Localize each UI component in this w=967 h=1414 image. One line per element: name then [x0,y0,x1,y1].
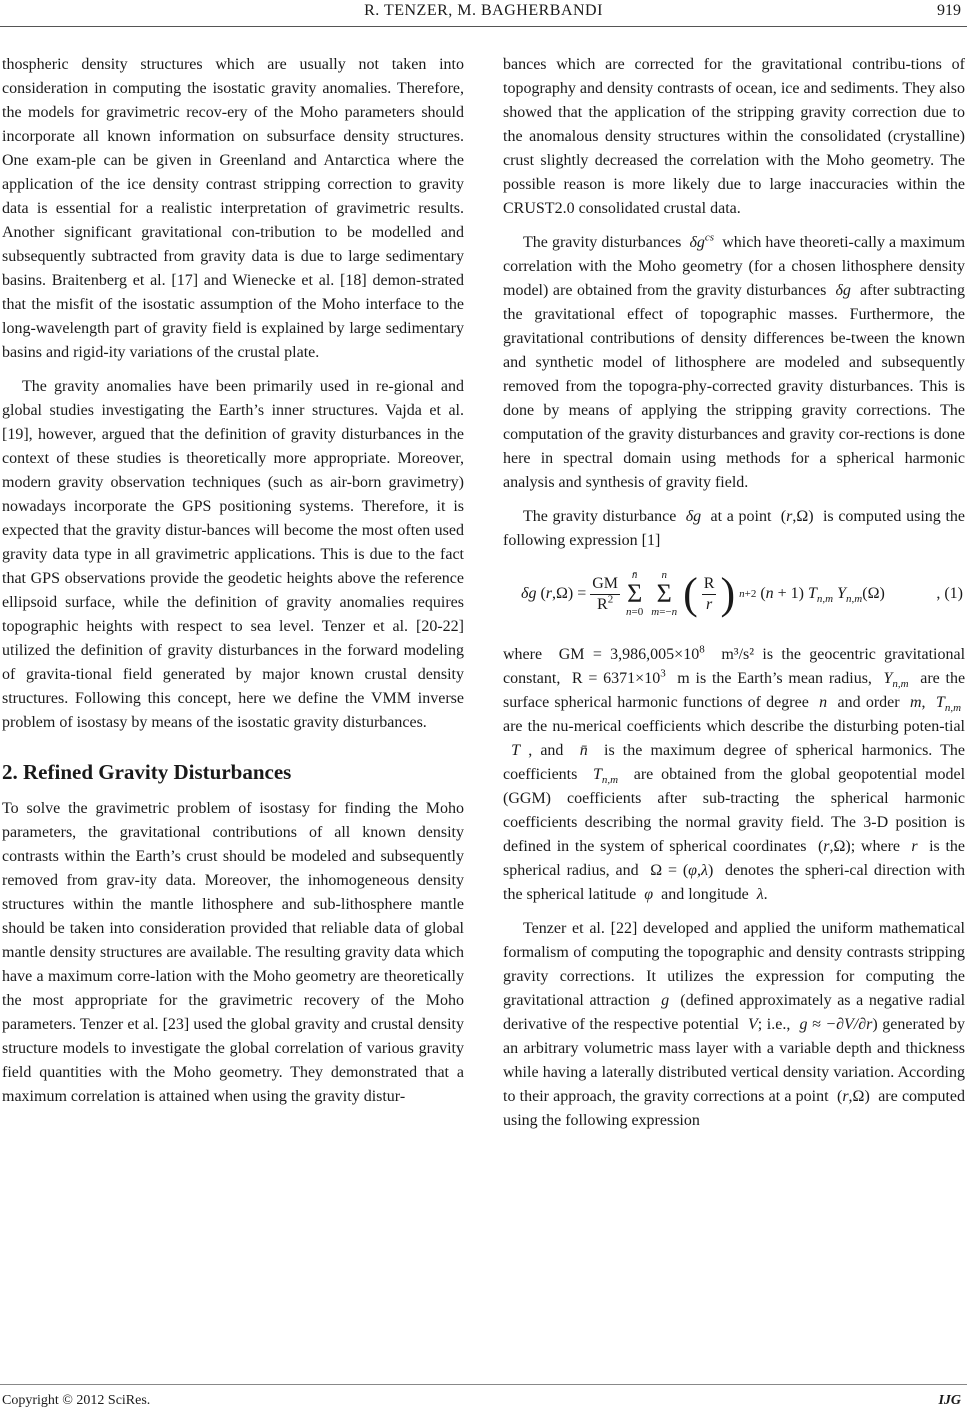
paragraph: Tenzer et al. [22] developed and applied the uniform mathematical formalism of computing the topographic and density contrasts stripping gravity corrections. It utilizes the expression for computing the gravitational attraction g (defined approximately as a negative radial derivative of the respective potential V; i.e., g ≈ −∂V/∂r) generated by an arbitrary volumetric mass layer with a variable depth and thickness while having a laterally distributed vertical density variation. According to their approach, the gravity corrections at a point (r,Ω) are computed using the following expression [503,920,966,1129]
footer-divider [0,1384,967,1385]
paragraph: The gravity disturbances $\delta g^{cs}$ which have theoreti-cally a maximum correlation with the Moho geometry (for a chosen lithosphere density model) are obtained from the gravity disturbances δg after subtracting the gravitational effect of topographic masses. Furthermore, the gravitational contributions of density differences be-tween the known and synthetic model of lithosphere are modeled and subsequently removed from the topogra-phy-corrected gravity disturbances. This is done by means of applying the stripping gravity corrections. The computation of the gravity disturbances and gravity cor-rections is done here in spectral domain using methods for a spherical harmonic analysis and synthesis of gravity field. [503,231,966,491]
paragraph: The gravity anomalies have been primarily used in re-gional and global studies investigating the Earth’s inner structures. Vajda et al. [19], however, argued that the definition of gravity disturbances in the context of these studies is theoretically more appropriate. Moreover, modern gravity observation techniques (such as air-born gravimetry) nowadays incorporate the GPS positioning systems. Therefore, it is expected that the gravity distur-bances will become the most often used gravity data type in all gravimetric applications. This is due to the fact that GPS observations provide the geodetic heights above the reference ellipsoid surface, while the definition of gravity anomalies requires topographic heights with respect to sea level. Tenzer et al. [20-22] utilized the definition of gravity disturbances in the forward modeling of gravita-tional field generated by major known crustal density structures. Following this concept, here we define the VMM inverse problem of isostasy by means of the isostatic gravity disturbances. [2,378,464,731]
paragraph: The gravity disturbance δg at a point (r,Ω) is computed using the following expression [1] [503,508,966,549]
page-number: 919 [937,2,961,19]
paragraph: thospheric density structures which are usually not taken into consideration in computing the isostatic gravity anomalies. Therefore, the models for gravimetric recov-ery of the Moho parameters should incorporate all known information on subsurface density structures. One exam-ple can be given in Greenland and Antarctica where the application of the ice density contrast stripping correction to gravity data is essential for a realistic interpretation of gravimetric results. Another significant gravitational con-tribution to be modelled and subsequently subtracted from gravity data is due to large sedimentary basins. Braitenberg et al. [17] and Wienecke et al. [18] demon-strated that the misfit of the isostatic assumption of the Moho interface to the long-wavelength part of gravity field is explained by large sedimentary basins and rigid-ity variations of the crustal plate. [2,56,464,361]
copyright-notice: Copyright © 2012 SciRes. [2,1393,151,1408]
equation-body: δg (r,Ω) = $\frac{GM}{R^2}$ n̄ Σ n=0 n Σ m=−n ( $\frac{R}{r}$ ) n+2 (n + 1) $T_{n,m}$ $Y_{n,m}(\Omega)$ [521,569,885,618]
right-column [503,53,965,1143]
left-column [2,53,464,1119]
journal-abbreviation: IJG [938,1393,961,1408]
paragraph: To solve the gravimetric problem of isostasy for finding the Moho parameters, the gravitational contributions of all known density contrasts within the Earth’s crust should be modeled and subsequently removed from grav-ity data. Moreover, the inhomogeneous density structures within the mantle lithosphere and sub-lithosphere mantle should be taken into consideration provided that reliable data of global mantle density structures are available. The resulting gravity data which have a maximum corre-lation with the Moho geometry are theoretically the most appropriate for the gravimetric recovery of the Moho parameters. Tenzer et al. [23] used the global gravity and crustal density structure models to investigate the global correlation of various gravity field quantities with the Moho geometry. They demonstrated that a maximum correlation is attained when using the gravity distur- [2,800,464,1105]
section-heading: 2. Refined Gravity Disturbances [2,760,292,784]
running-head: R. TENZER, M. BAGHERBANDI [364,2,603,19]
paragraph: bances which are corrected for the gravitational contribu-tions of topography and density contrasts of ocean, ice and sediments. They also showed that the application of the stripping gravity correction due to the anomalous density structures within the consolidated (crystalline) crust slightly decreased the correlation with the Moho geometry. The possible reason is more likely due to large inaccuracies within the CRUST2.0 consolidated crustal data. [503,56,965,217]
equation-number: , (1) [936,585,963,602]
paragraph: where GM = $3,986,005\times 10^8$ m³/s² is the geocentric gravitational constant, $R = 6371\times 10^3$ m is the Earth’s mean radius, $Y_{n,m}$ are the surface spherical harmonic functions of degree n and order m, $T_{n,m}$ are the nu-merical coefficients which describe the disturbing poten-tial T , and n̄ is the maximum degree of spherical harmonics. The coefficients $T_{n,m}$ are obtained from the global geopotential model (GGM) coefficients after sub-tracting the spherical harmonic coefficients describing the normal gravity field. The 3-D position is defined in the system of spherical coordinates (r,Ω); where r is the spherical radius, and Ω = (φ,λ) denotes the spheri-cal direction with the spherical latitude φ and longitude λ. [503,643,966,903]
math-delta-g-cs: $\delta g^{cs}$ [685,231,715,251]
equation-1 [503,563,965,625]
math-delta-g: δg [830,282,856,299]
header-divider [0,26,967,27]
